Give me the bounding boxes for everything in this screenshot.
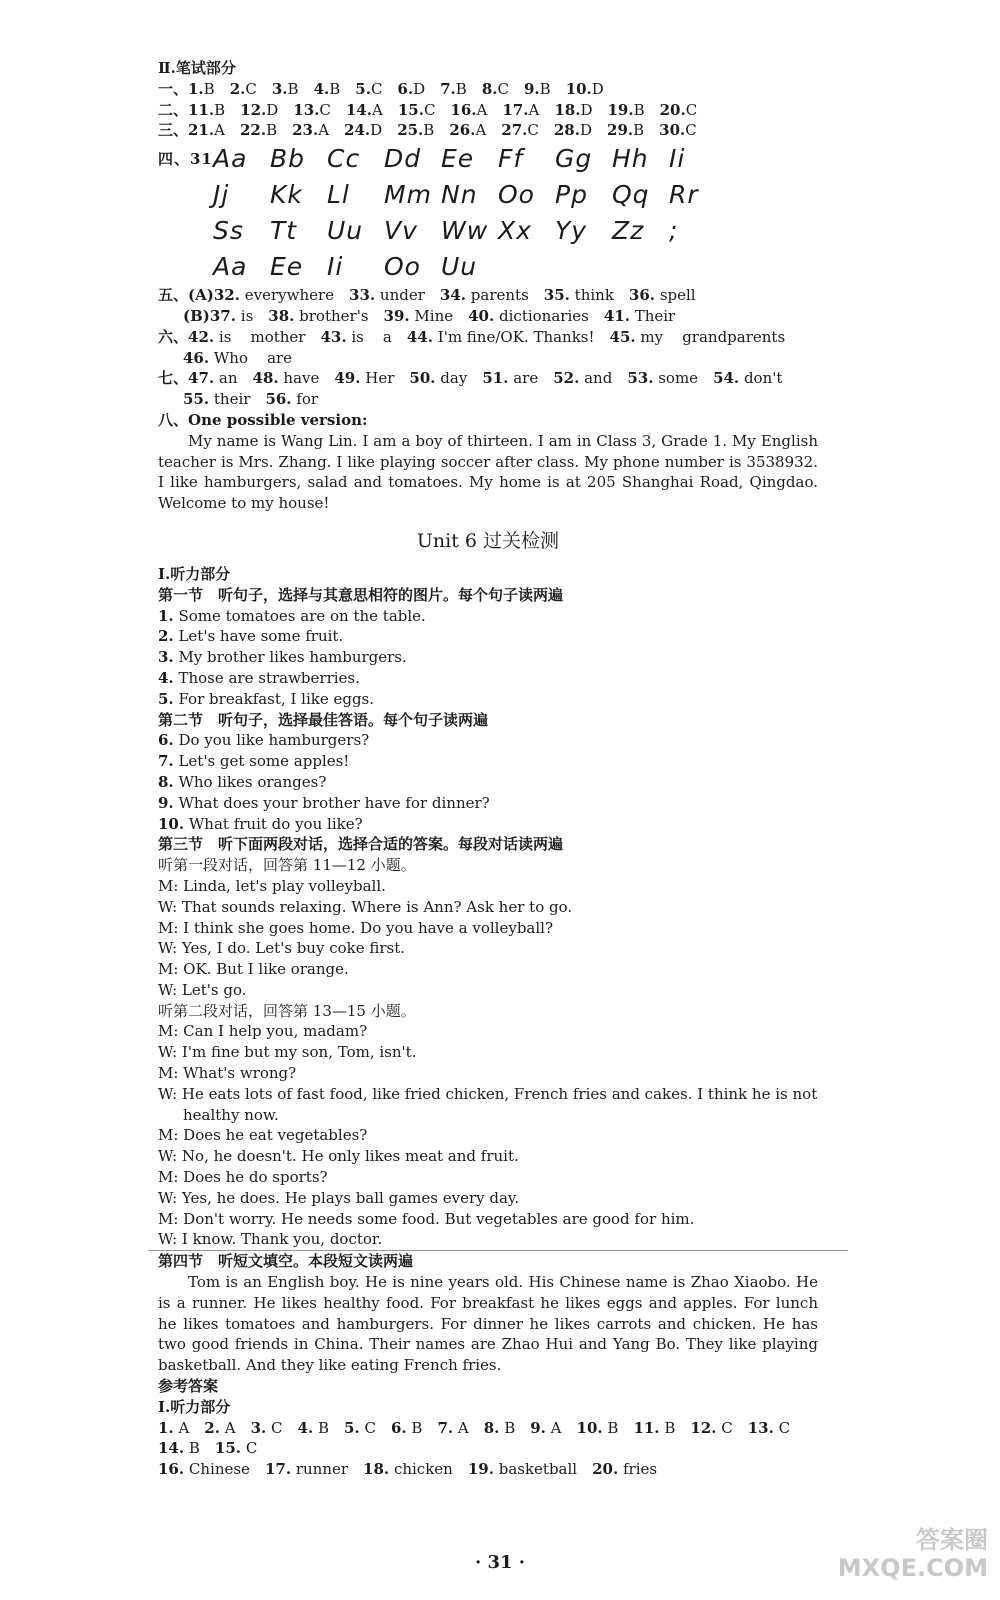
answer-choice: D xyxy=(580,100,593,119)
question-number: 10. xyxy=(576,1418,603,1437)
question-number: 6. xyxy=(397,79,414,98)
answer-choice: B xyxy=(539,79,551,98)
letter-pair: Mm xyxy=(384,180,432,210)
answer-choice: C xyxy=(778,1418,791,1437)
answer-text: an xyxy=(218,369,238,388)
fill-answers-6a xyxy=(158,327,818,348)
letter-pair: Ll xyxy=(327,180,350,210)
question-number: 26. xyxy=(449,121,476,140)
answer-choice: B xyxy=(607,1418,619,1437)
letter-pair: Qq xyxy=(612,180,650,210)
question-number: 29. xyxy=(607,121,634,140)
question-number: 55. xyxy=(183,390,210,409)
answer-choice: A xyxy=(178,1418,190,1437)
letter-pair: ; xyxy=(669,216,679,246)
sentence-text: Let's get some apples! xyxy=(178,752,350,771)
question-number: 53. xyxy=(627,369,654,388)
letter-row xyxy=(158,249,818,285)
question-number: 2. xyxy=(158,627,174,646)
answer-choice: A xyxy=(457,1418,469,1437)
dialog-line: M: Can I help you, madam? xyxy=(158,1022,368,1041)
question-number: 42. xyxy=(188,327,215,346)
answer-choice: D xyxy=(591,79,604,98)
sentence-line xyxy=(158,668,818,689)
question-number: 23. xyxy=(292,121,319,140)
letter-pair: Oo xyxy=(384,252,421,282)
sentence-line xyxy=(158,689,818,710)
dialog-line: M: Does he do sports? xyxy=(158,1168,328,1187)
answer-text: everywhere xyxy=(244,286,335,305)
question-number: 52. xyxy=(553,369,580,388)
question-number: 4. xyxy=(313,79,330,98)
letter-pair: Pp xyxy=(555,180,588,210)
watermark-logo xyxy=(813,1526,988,1586)
fill-answers-5a xyxy=(158,285,818,306)
question-number: 2. xyxy=(204,1418,220,1437)
letter-pair: Tt xyxy=(270,216,298,246)
sentence-line xyxy=(158,814,818,835)
letter-pair: Oo xyxy=(498,180,535,210)
answer-choice: C xyxy=(245,1439,258,1458)
part3-title: 第三节 听下面两段对话，选择合适的答案。每段对话读两遍 xyxy=(158,835,564,854)
question-number: 30. xyxy=(659,121,686,140)
answer-choice: C xyxy=(721,1418,733,1437)
answer-choice: B xyxy=(411,1418,423,1437)
letter-pair: Ee xyxy=(441,144,475,174)
letter-pair: Ss xyxy=(213,216,244,246)
question-number: 17. xyxy=(502,100,529,119)
question-number: 41. xyxy=(603,306,630,325)
letter-pair: Gg xyxy=(555,144,593,174)
answer-text: some xyxy=(658,369,699,388)
question-number: 22. xyxy=(239,121,267,140)
question-number: 5. xyxy=(355,79,371,98)
answer-choice: D xyxy=(266,100,279,119)
answer-text: and xyxy=(584,369,613,388)
letter-pair: Vv xyxy=(384,216,418,246)
question-number: 27. xyxy=(501,121,528,140)
group-label: 五、(A) xyxy=(158,286,214,305)
question-number: 56. xyxy=(265,390,292,409)
answer-text: I'm fine/OK. Thanks! xyxy=(437,327,595,346)
question-number: 8. xyxy=(483,1418,500,1437)
answer-text: brother's xyxy=(299,306,369,325)
question-number: 4. xyxy=(158,668,174,687)
question-number: 19. xyxy=(467,1460,494,1479)
dialog-line: M: OK. But I like orange. xyxy=(158,960,349,979)
question-number: 二、11. xyxy=(158,100,215,119)
listening-answers xyxy=(158,1418,818,1480)
fill-answers-6b xyxy=(158,348,818,369)
letter-pair: Aa xyxy=(213,252,248,282)
question-number: 14. xyxy=(345,100,372,119)
question-number: 1. xyxy=(158,606,174,625)
question-number: 43. xyxy=(320,327,347,346)
answer-text: day xyxy=(440,369,468,388)
question-number: 45. xyxy=(609,327,636,346)
writing-section-title: 八、One possible version: xyxy=(158,410,368,429)
sentence-line xyxy=(158,793,818,814)
dialog-line: W: Yes, he does. He plays ball games every day. xyxy=(158,1188,520,1207)
answer-choice: C xyxy=(685,121,697,140)
watermark-text-cn: 答案圈 xyxy=(916,1526,988,1554)
answer-choice: runner xyxy=(295,1460,349,1479)
answer-text: is xyxy=(240,306,254,325)
dialog-line: M: Don't worry. He needs some food. But vegetables are good for him. xyxy=(158,1209,695,1228)
sentence-text: What fruit do you like? xyxy=(188,814,363,833)
sentence-line xyxy=(158,606,818,627)
question-number: 2. xyxy=(229,79,246,98)
question-number: 51. xyxy=(482,369,509,388)
answer-choice: B xyxy=(188,1439,200,1458)
letter-pair: Hh xyxy=(612,144,649,174)
letter-row xyxy=(158,213,818,249)
question-number: 3. xyxy=(250,1418,267,1437)
answer-text: my grandparents xyxy=(640,327,786,346)
dialog-line: W: He eats lots of fast food, like fried chicken, French fries and cakes. I think he is not xyxy=(158,1084,818,1103)
answer-choice: C xyxy=(271,1418,283,1437)
letter-pair: Bb xyxy=(270,144,306,174)
letter-pair: Ii xyxy=(327,252,344,282)
answer-text: have xyxy=(283,369,320,388)
part2-title: 第二节 听句子，选择最佳答语。每个句子读两遍 xyxy=(158,710,489,729)
question-number: 9. xyxy=(530,1418,546,1437)
listening-passage xyxy=(158,1272,818,1376)
multiple-choice-answers xyxy=(158,79,818,141)
question-number: 6. xyxy=(390,1418,407,1437)
answer-choice: C xyxy=(364,1418,376,1437)
letter-pair: Kk xyxy=(270,180,303,210)
question-number: 6. xyxy=(158,731,174,750)
question-number: 48. xyxy=(252,369,279,388)
question-number: 12. xyxy=(240,100,267,119)
answer-text: dictionaries xyxy=(499,306,589,325)
question-number: 16. xyxy=(158,1460,185,1479)
answer-text: are xyxy=(513,369,539,388)
dialog-line: W: That sounds relaxing. Where is Ann? Ask her to go. xyxy=(158,897,573,916)
answer-text: Their xyxy=(634,306,676,325)
answer-choice: C xyxy=(497,79,509,98)
letter-pair: Ww xyxy=(441,216,489,246)
answer-text: parents xyxy=(470,286,529,305)
page-number: · 31 · xyxy=(474,1552,526,1573)
reference-listening-title: Ⅰ.听力部分 xyxy=(158,1397,231,1416)
question-number: 47. xyxy=(188,369,215,388)
question-number: 46. xyxy=(183,348,210,367)
dialog2-intro: 听第二段对话，回答第 13—15 小题。 xyxy=(158,1001,416,1020)
letter-pair: Uu xyxy=(327,216,364,246)
question-number: 24. xyxy=(344,121,371,140)
dialog-line: healthy now. xyxy=(183,1105,279,1124)
letter-pair: Rr xyxy=(669,180,699,210)
question-number: 5. xyxy=(158,689,174,708)
sentence-text: Some tomatoes are on the table. xyxy=(178,606,426,625)
part4-title: 第四节 听短文填空。本段短文读两遍 xyxy=(158,1252,414,1271)
question-number: 5. xyxy=(344,1418,360,1437)
question-number: 15. xyxy=(397,100,424,119)
answer-text: their xyxy=(213,390,251,409)
question-number: 12. xyxy=(690,1418,717,1437)
answer-choice: B xyxy=(203,79,215,98)
question-number: 7. xyxy=(437,1418,454,1437)
answer-choice: B xyxy=(633,121,645,140)
letter-pair: Dd xyxy=(384,144,422,174)
question-number: 33. xyxy=(349,286,376,305)
question-number: 25. xyxy=(397,121,424,140)
sample-essay-text: My name is Wang Lin. I am a boy of thirteen. I am in Class 3, Grade 1. My English teacher is Mrs. Zhang. I like playing soccer after class. My phone number is 3538932. I like hamburgers, salad and tomatoes. My home is at 205 Shanghai Road, Qingdao. Welcome to my house! xyxy=(158,431,818,513)
question-number: 20. xyxy=(659,100,686,119)
question-number: 17. xyxy=(264,1460,292,1479)
answer-choice: B xyxy=(423,121,435,140)
sentence-text: Let's have some fruit. xyxy=(178,627,344,646)
question-number: 50. xyxy=(409,369,436,388)
sentence-line xyxy=(158,730,818,751)
answer-choice: A xyxy=(371,100,383,119)
answer-page xyxy=(158,58,818,1480)
sentence-line xyxy=(158,772,818,793)
watermark-text-en: MXQE.COM xyxy=(837,1554,988,1582)
letter-pair: Ff xyxy=(498,144,524,174)
dialog1 xyxy=(158,876,818,1001)
question-number: 13. xyxy=(293,100,320,119)
sample-essay xyxy=(158,431,818,514)
question-number: 35. xyxy=(543,286,570,305)
answer-choice: C xyxy=(423,100,436,119)
fill-answers-7b xyxy=(158,389,818,410)
answer-choice: B xyxy=(455,79,467,98)
answer-choice: Chinese xyxy=(188,1460,250,1479)
letter-pair: Ee xyxy=(270,252,304,282)
answer-text: think xyxy=(574,286,614,305)
mc-row xyxy=(158,79,818,100)
answer-choice: B xyxy=(317,1418,330,1437)
letter-pair: Uu xyxy=(441,252,478,282)
answer-choice: chicken xyxy=(393,1460,453,1479)
dialog-line: W: I'm fine but my son, Tom, isn't. xyxy=(158,1043,417,1062)
question-number: 19. xyxy=(607,100,634,119)
question-number: 9. xyxy=(523,79,540,98)
question-number: 13. xyxy=(747,1418,774,1437)
answer-text: for xyxy=(296,390,319,409)
letter-pair: Aa xyxy=(213,144,248,174)
question-number: 4. xyxy=(297,1418,314,1437)
sentence-line xyxy=(158,751,818,772)
dialog2 xyxy=(158,1021,818,1250)
answer-choice: B xyxy=(329,79,341,98)
answer-choice: D xyxy=(579,121,593,140)
question-number: 10. xyxy=(565,79,592,98)
sentence-text: My brother likes hamburgers. xyxy=(178,648,407,667)
sentence-text: Who likes oranges? xyxy=(178,772,327,791)
answer-choice: A xyxy=(550,1418,562,1437)
fill-answers-5b xyxy=(158,306,818,327)
answer-text: don't xyxy=(743,369,783,388)
answer-choice: B xyxy=(504,1418,516,1437)
question-number: 9. xyxy=(158,793,174,812)
question-label: 四、31. xyxy=(158,150,220,169)
letter-pair: Zz xyxy=(612,216,645,246)
letter-pair: Ii xyxy=(669,144,686,174)
question-number: 28. xyxy=(553,121,580,140)
question-number: 8. xyxy=(481,79,498,98)
dialog-line: M: Does he eat vegetables? xyxy=(158,1126,368,1145)
letter-writing-answers xyxy=(158,141,818,285)
answer-choice: C xyxy=(527,121,539,140)
answer-choice: B xyxy=(633,100,645,119)
answer-text: Who are xyxy=(213,348,293,367)
sentence-text: Do you like hamburgers? xyxy=(178,731,370,750)
question-number: 8. xyxy=(158,772,174,791)
question-number: 36. xyxy=(628,286,656,305)
part2-sentences xyxy=(158,730,818,834)
group-label: 七、 xyxy=(158,369,189,388)
answer-choice: C xyxy=(685,100,698,119)
dialog-line: W: I know. Thank you, doctor. xyxy=(158,1230,383,1249)
answer-choice: C xyxy=(319,100,331,119)
dialog-line: M: What's wrong? xyxy=(158,1064,297,1083)
answer-text: is mother xyxy=(218,327,306,346)
sentence-line xyxy=(158,626,818,647)
answer-choice: fries xyxy=(623,1460,658,1479)
letter-pair: Jj xyxy=(213,180,230,210)
question-number: 34. xyxy=(439,286,467,305)
answer-choice: B xyxy=(266,121,278,140)
question-number: 一、1. xyxy=(158,79,204,98)
question-number: 10. xyxy=(158,814,185,833)
question-number: 38. xyxy=(268,306,295,325)
answer-choice: D xyxy=(413,79,426,98)
letter-pair: Xx xyxy=(498,216,532,246)
question-number: 1. xyxy=(158,1418,174,1437)
group-label: 六、 xyxy=(158,327,189,346)
fill-answers-7a xyxy=(158,368,818,389)
letter-pair: Cc xyxy=(327,144,361,174)
answer-choice: basketball xyxy=(498,1460,578,1479)
mc-row xyxy=(158,120,818,141)
answer-choice: B xyxy=(214,100,226,119)
letter-pair: Nn xyxy=(441,180,478,210)
answer-text: Mine xyxy=(414,306,454,325)
question-number: 7. xyxy=(440,79,456,98)
dialog-line: W: Let's go. xyxy=(158,980,247,999)
answer-choice: A xyxy=(214,121,225,140)
question-number: 16. xyxy=(450,100,477,119)
question-number: 7. xyxy=(158,752,174,771)
section-written-title: Ⅱ.笔试部分 xyxy=(158,59,236,77)
part1-title: 第一节 听句子，选择与其意思相符的图片。每个句子读两遍 xyxy=(158,585,564,604)
question-number: 18. xyxy=(363,1460,390,1479)
dialog-line: M: Linda, let's play volleyball. xyxy=(158,876,386,895)
answer-choice: C xyxy=(370,79,383,98)
answer-text: Her xyxy=(365,369,395,388)
listening-passage-text: Tom is an English boy. He is nine years old. His Chinese name is Zhao Xiaobo. He is a runner. He likes healthy food. For breakfast he likes eggs and apples. For lunch he likes tomatoes and hamburgers. For dinner he likes carrots and chicken. He has two good friends in China. Their names are Zhao Hui and Yang Bo. They like playing basketball. And they like eating French fries. xyxy=(158,1273,818,1375)
answer-choice: A xyxy=(475,121,487,140)
unit-title: Unit 6 过关检测 xyxy=(416,529,560,552)
answer-choice: A xyxy=(224,1418,236,1437)
sentence-line xyxy=(158,647,818,668)
question-number: 44. xyxy=(406,327,433,346)
question-number: 37. xyxy=(209,306,236,325)
question-number: 39. xyxy=(383,306,410,325)
reference-answers-title: 参考答案 xyxy=(158,1377,219,1396)
question-number: 三、21. xyxy=(158,121,215,140)
question-number: 18. xyxy=(554,100,581,119)
answer-choice: A xyxy=(476,100,488,119)
question-number: 3. xyxy=(158,648,174,667)
answer-row xyxy=(158,1418,818,1439)
question-number: 40. xyxy=(468,306,495,325)
mc-row xyxy=(158,100,818,121)
question-number: 32. xyxy=(213,286,240,305)
dialog-line: M: I think she goes home. Do you have a volleyball? xyxy=(158,918,554,937)
group-label: (B) xyxy=(183,306,210,325)
sentence-text: For breakfast, I like eggs. xyxy=(178,689,375,708)
question-number: 54. xyxy=(713,369,740,388)
answer-text: spell xyxy=(659,286,696,305)
dialog1-intro: 听第一段对话，回答第 11—12 小题。 xyxy=(158,856,416,875)
question-number: 15. xyxy=(214,1439,242,1458)
question-number: 49. xyxy=(334,369,361,388)
answer-choice: A xyxy=(528,100,540,119)
letter-row xyxy=(158,177,818,213)
answer-choice: A xyxy=(318,121,330,140)
answer-row xyxy=(158,1459,818,1480)
question-number: 3. xyxy=(271,79,288,98)
answer-row xyxy=(158,1438,818,1459)
answer-choice: C xyxy=(245,79,257,98)
sentence-text: What does your brother have for dinner? xyxy=(178,793,490,812)
answer-choice: D xyxy=(370,121,383,140)
answer-choice: B xyxy=(664,1418,676,1437)
part1-sentences xyxy=(158,606,818,710)
answer-text: under xyxy=(379,286,425,305)
question-number: 20. xyxy=(592,1460,619,1479)
answer-text: is a xyxy=(351,327,392,346)
letter-pair: Yy xyxy=(555,216,588,246)
sentence-text: Those are strawberries. xyxy=(178,668,360,687)
dialog-line: W: No, he doesn't. He only likes meat and fruit. xyxy=(158,1147,519,1166)
listening-section-title: Ⅰ.听力部分 xyxy=(158,564,231,583)
letter-row xyxy=(158,141,818,177)
dialog-line: W: Yes, I do. Let's buy coke first. xyxy=(158,939,406,958)
answer-choice: B xyxy=(287,79,299,98)
question-number: 11. xyxy=(633,1418,660,1437)
question-number: 14. xyxy=(158,1439,185,1458)
